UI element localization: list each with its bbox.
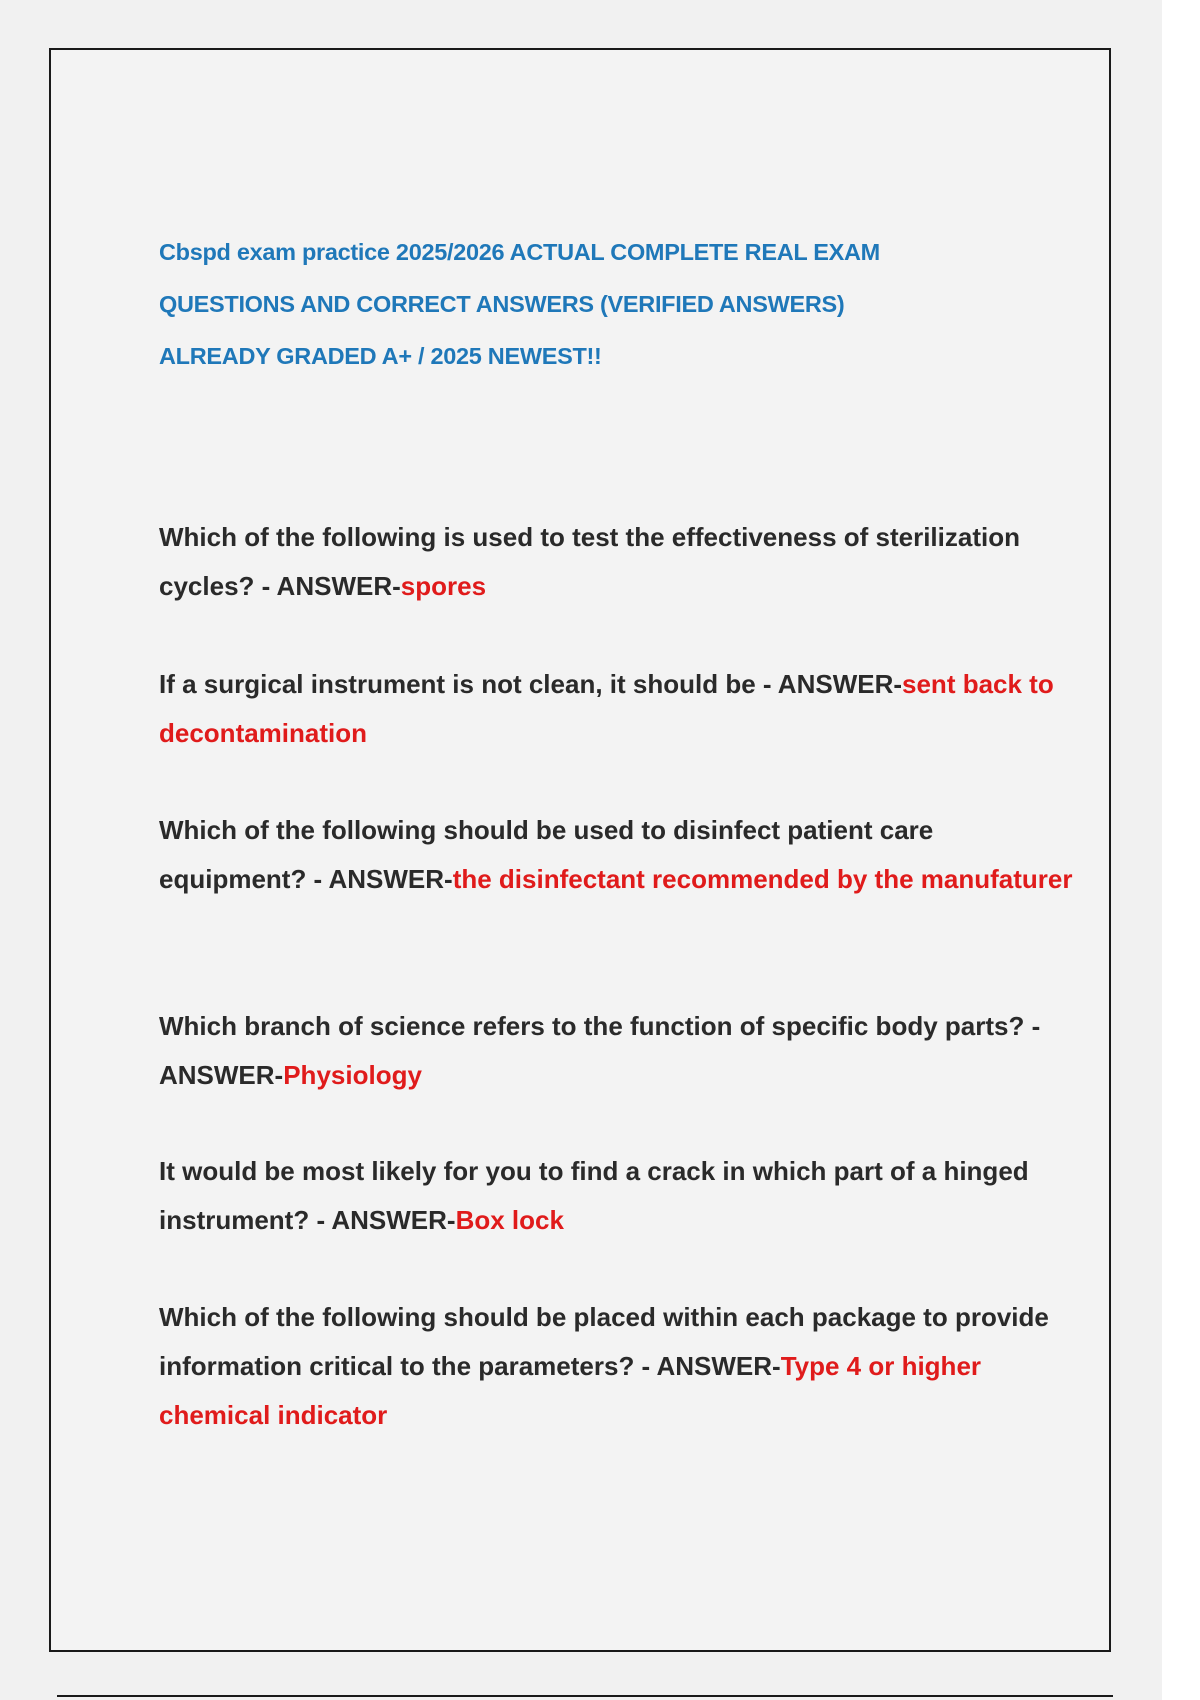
qa-item	[159, 1147, 1079, 1245]
question-text: Which of the following is used to test the effectiveness of sterilization cycles? - ANSWER-	[159, 522, 1020, 601]
answer-text: spores	[400, 571, 487, 601]
document-title	[159, 226, 1059, 382]
question-text: Which branch of science refers to the function of specific body parts? - ANSWER-	[159, 1011, 1041, 1090]
next-page-edge	[57, 1695, 1113, 1697]
question-text: If a surgical instrument is not clean, it should be - ANSWER-	[159, 669, 903, 699]
question-text: It would be most likely for you to find a crack in which part of a hinged instrument? - ANSWER-	[159, 1156, 1029, 1235]
question-text: Which of the following should be placed within each package to provide information critical to the parameters? - ANSWER-	[159, 1302, 1049, 1381]
title-line-3: ALREADY GRADED A+ / 2025 NEWEST!!	[159, 343, 602, 369]
answer-text: Type 4 or higher chemical indicator	[159, 1351, 982, 1430]
answer-text: sent back to decontamination	[159, 669, 1054, 748]
answer-text: Box lock	[455, 1205, 564, 1235]
right-margin-strip	[1162, 0, 1200, 1700]
question-text: Which of the following should be used to disinfect patient care equipment? - ANSWER-	[159, 815, 934, 894]
document-page	[49, 48, 1111, 1652]
qa-item	[159, 806, 1079, 904]
qa-item	[159, 1293, 1079, 1440]
title-line-1: Cbspd exam practice 2025/2026 ACTUAL COMPLETE REAL EXAM	[159, 239, 880, 265]
qa-item	[159, 1002, 1079, 1100]
title-line-2: QUESTIONS AND CORRECT ANSWERS (VERIFIED ANSWERS)	[159, 291, 845, 317]
answer-text: the disinfectant recommended by the manufaturer	[452, 864, 1073, 894]
qa-item	[159, 660, 1079, 758]
qa-item	[159, 513, 1079, 611]
answer-text: Physiology	[283, 1060, 422, 1090]
